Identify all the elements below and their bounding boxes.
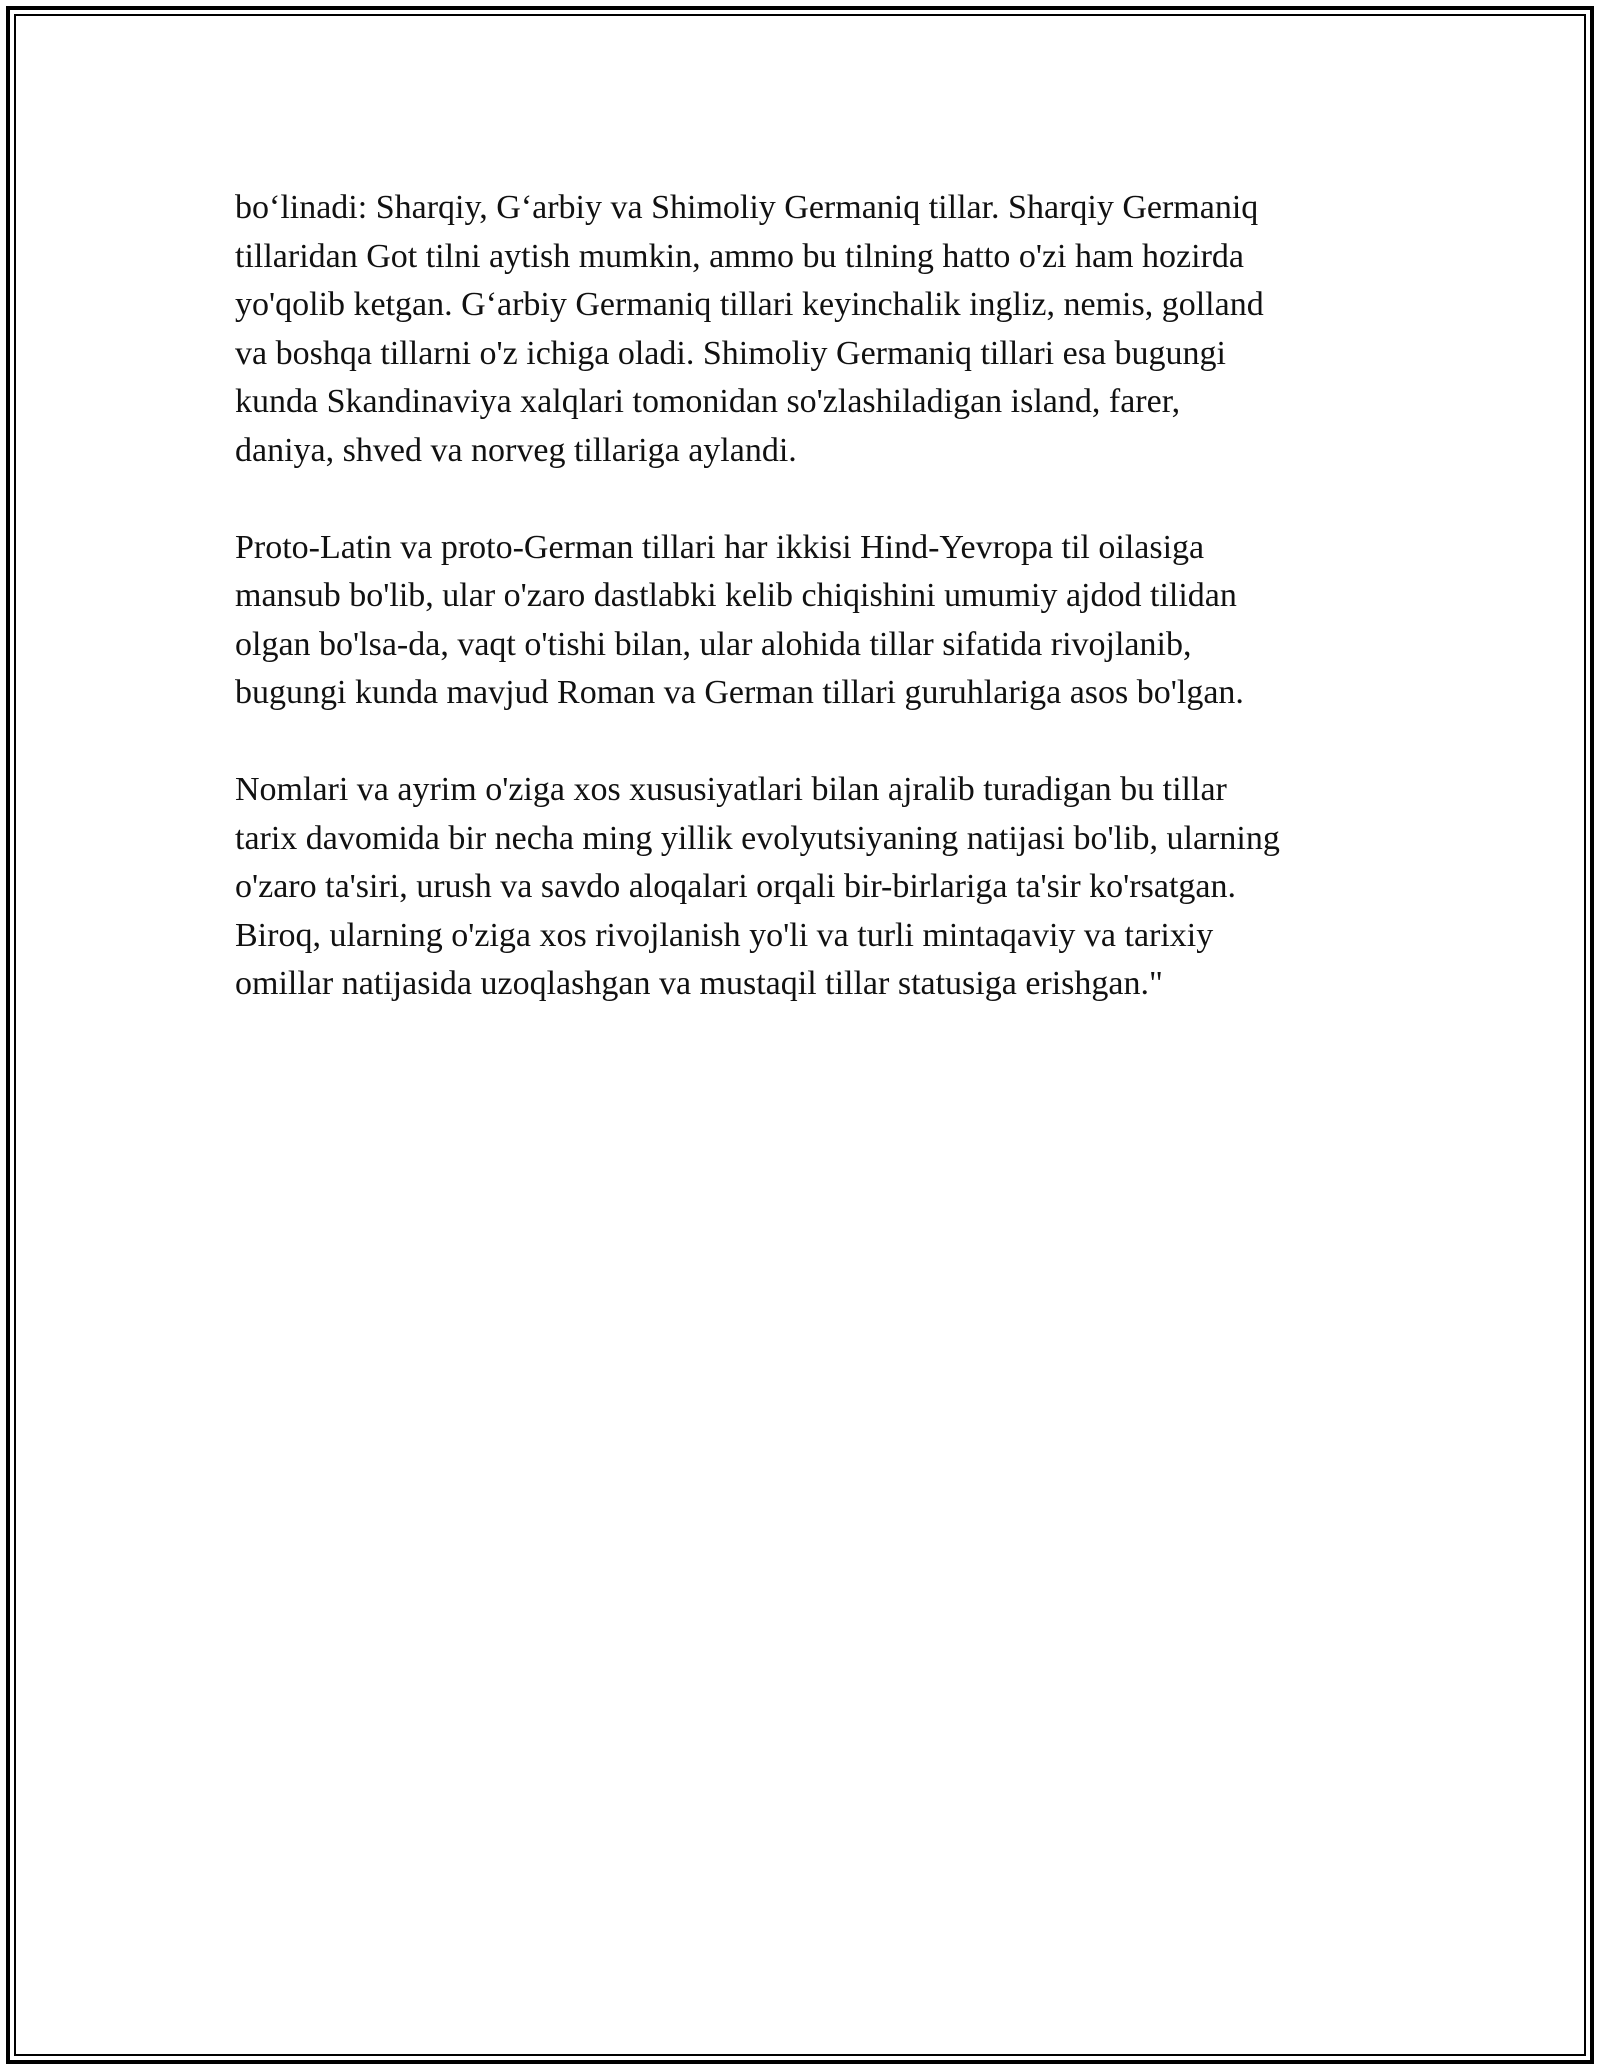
paragraph-3: Nomlari va ayrim o'ziga xos xususiyatlari bilan ajralib turadigan bu tillar tarix davomida bir necha ming yillik evolyutsiyaning natijasi bo'lib, ularning o'zaro ta'siri, urush va savdo aloqalari orqali bir-birlariga ta'sir ko'rsatgan. Biroq, ularning o'ziga xos rivojlanish yo'li va turli mintaqaviy va tarixiy omillar natijasida uzoqlashgan va mustaqil tillar statusiga erishgan." [235, 771, 1280, 1002]
paragraph-1: bo‘linadi: Sharqiy, G‘arbiy va Shimoliy Germaniq tillar. Sharqiy Germaniq tillaridan Got tilni aytish mumkin, ammo bu tilning hatto o'zi ham hozirda yo'qolib ketgan. G‘arbiy Germaniq tillari keyinchalik ingliz, nemis, golland va boshqa tillarni o'z ichiga oladi. Shimoliy Germaniq tillari esa bugungi kunda Skandinaviya xalqlari tomonidan so'zlashiladigan island, farer, daniya, shved va norveg tillariga aylandi. [235, 189, 1264, 469]
paragraph-2: Proto-Latin va proto-German tillari har ikkisi Hind-Yevropa til oilasiga mansub bo'lib, ular o'zaro dastlabki kelib chiqishini umumiy ajdod tilidan olgan bo'lsa-da, vaqt o'tishi bilan, ular alohida tillar sifatida rivojlanib, bugungi kunda mavjud Roman va German tillari guruhlariga asos bo'lgan. [235, 528, 1244, 711]
document-body [235, 184, 1375, 1057]
